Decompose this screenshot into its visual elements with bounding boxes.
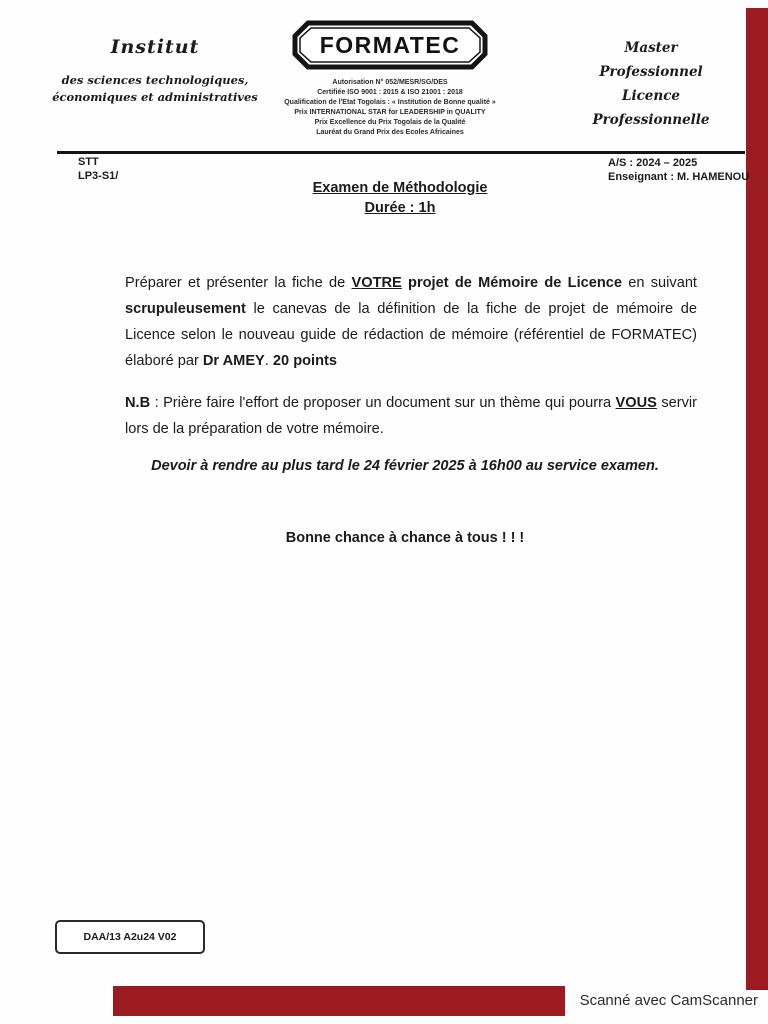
exam-title-block xyxy=(0,180,768,216)
code-lp3: LP3-S1/ xyxy=(78,169,119,182)
text-segment: projet de Mémoire de Licence xyxy=(401,275,623,291)
scan-border-right xyxy=(746,8,768,990)
logo-cert-line: Lauréat du Grand Prix des Ecoles Africaines xyxy=(316,129,464,136)
institute-line1: Institut xyxy=(110,36,200,58)
header-divider xyxy=(57,151,745,154)
exam-instructions xyxy=(125,270,697,442)
programs-block xyxy=(572,36,730,132)
document-reference-box xyxy=(55,920,205,954)
camscanner-credit: Scanné avec CamScanner xyxy=(579,992,758,1009)
text-segment: . xyxy=(264,353,273,369)
good-luck-message: Bonne chance à chance à tous ! ! ! xyxy=(285,530,525,546)
text-segment: en suivant xyxy=(622,275,697,291)
academic-year: A/S : 2024 – 2025 xyxy=(608,157,698,169)
text-segment: Préparer et présenter la fiche de xyxy=(125,275,352,291)
logo-certifications xyxy=(284,78,496,138)
class-codes xyxy=(78,156,118,183)
institute-name-block xyxy=(48,36,262,106)
logo-wordmark: FORMATEC xyxy=(319,31,461,58)
formatec-logo-block xyxy=(284,20,496,138)
text-segment-votre: VOTRE xyxy=(351,275,402,291)
formatec-logo xyxy=(292,20,488,70)
text-segment-vous: VOUS xyxy=(615,395,657,411)
institute-line2: des sciences technologiques, xyxy=(61,73,249,87)
text-segment-dr-amey: Dr AMEY xyxy=(202,353,265,369)
text-segment: servir lors de la préparation de votre mémoire. xyxy=(125,395,697,437)
logo-cert-line: Prix INTERNATIONAL STAR for LEADERSHIP in QUALITY xyxy=(294,109,486,116)
text-segment-points: 20 points xyxy=(272,353,337,369)
program-licence: Licence Professionnelle xyxy=(592,88,710,128)
text-segment: : Prière faire l'effort de proposer un document sur un thème qui pourra xyxy=(150,395,616,411)
paragraph-assignment xyxy=(125,270,697,374)
scan-border-bottom xyxy=(113,986,565,1016)
logo-cert-line: Qualification de l'Etat Togolais : « Institution de Bonne qualité » xyxy=(284,99,496,106)
logo-cert-line: Autorisation N° 052/MESR/SG/DES xyxy=(332,79,448,86)
code-stt: STT xyxy=(78,156,99,168)
institute-line3: économiques et administratives xyxy=(52,90,258,104)
text-segment: le canevas de la définition de la fiche de projet de mémoire de Licence selon le nouveau guide de rédaction de mémoire (référentiel de FORMATEC) élaboré par xyxy=(125,301,697,369)
exam-duration: Durée : 1h xyxy=(364,200,436,216)
program-master: Master Professionnel xyxy=(599,40,703,80)
teacher-name: Enseignant : M. HAMENOU xyxy=(608,171,750,183)
text-segment-nb: N.B xyxy=(125,395,151,411)
exam-title: Examen de Méthodologie xyxy=(312,180,488,196)
paragraph-nota-bene xyxy=(125,390,697,442)
document-reference-code: DAA/13 A2u24 V02 xyxy=(83,931,177,943)
logo-cert-line: Prix Excellence du Prix Togolais de la Qualité xyxy=(314,119,466,126)
text-segment: scrupuleusement xyxy=(125,301,246,317)
logo-cert-line: Certifiée ISO 9001 : 2015 & ISO 21001 : 2018 xyxy=(317,89,463,96)
deadline-notice: Devoir à rendre au plus tard le 24 février 2025 à 16h00 au service examen. xyxy=(151,458,659,474)
